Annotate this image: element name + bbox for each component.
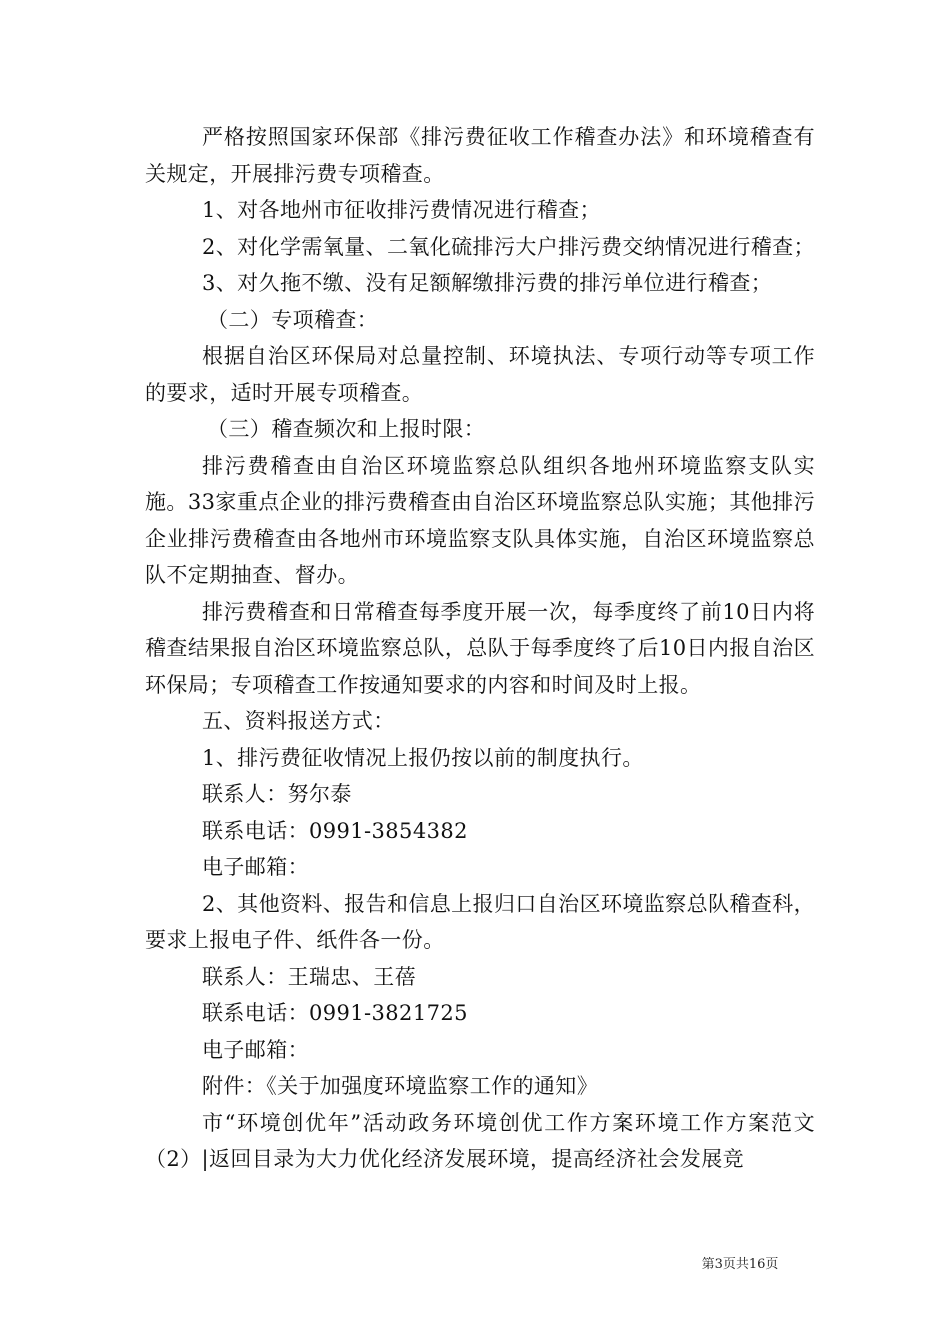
paragraph-item-1: 1、对各地州市征收排污费情况进行稽查； [202,198,601,222]
paragraph-next-section: 市“环境创优年”活动政务环境创优工作方案环境工作方案范文（2）|返回目录为大力优化经济发展环境，提高经济社会发展竞 [145,1110,815,1171]
attachment-line: 附件：《关于加强度环境监察工作的通知》 [202,1074,599,1098]
section-heading-special-inspection: （二）专项稽查： [207,307,379,332]
paragraph-special-inspection: 根据自治区环保局对总量控制、环境执法、专项行动等专项工作的要求，适时开展专项稽查。 [145,344,815,405]
paragraph-item-2: 2、对化学需氧量、二氧化硫排污大户排污费交纳情况进行稽查； [202,234,815,259]
contact-person-1: 联系人：努尔泰 [202,782,352,806]
page-number: 第3页共16页 [701,1257,779,1272]
paragraph-inspection-basis: 严格按照国家环保部《排污费征收工作稽查办法》和环境稽查有关规定，开展排污费专项稽查。 [145,125,815,186]
paragraph-reporting-deadline: 排污费稽查和日常稽查每季度开展一次，每季度终了前10日内将稽查结果报自治区环境监察总队，总队于每季度终了后10日内报自治区环保局；专项稽查工作按通知要求的内容和时间及时上报。 [145,599,815,697]
contact-phone-2: 联系电话：0991-3821725 [202,1001,468,1025]
contact-email-1: 电子邮箱： [202,855,309,879]
paragraph-organization: 排污费稽查由自治区环境监察总队组织各地州环境监察支队实施。33家重点企业的排污费稽查由自治区环境监察总队实施；其他排污企业排污费稽查由各地州市环境监察支队具体实施，自治区环境监察总队不定期抽查、督办。 [145,453,815,587]
paragraph-item-3: 3、对久拖不缴、没有足额解缴排污费的排污单位进行稽查； [202,271,773,295]
section-heading-frequency: （三）稽查频次和上报时限： [207,417,486,441]
contact-person-2: 联系人：王瑞忠、王蓓 [202,964,416,989]
contact-phone-1: 联系电话：0991-3854382 [202,818,468,843]
paragraph-submission-2: 2、其他资料、报告和信息上报归口自治区环境监察总队稽查科，要求上报电子件、纸件各一份。 [145,891,815,952]
paragraph-submission-1: 1、排污费征收情况上报仍按以前的制度执行。 [202,745,644,770]
section-heading-submission: 五、资料报送方式： [202,709,395,733]
contact-email-2: 电子邮箱： [202,1037,309,1062]
document-body [145,119,815,1178]
